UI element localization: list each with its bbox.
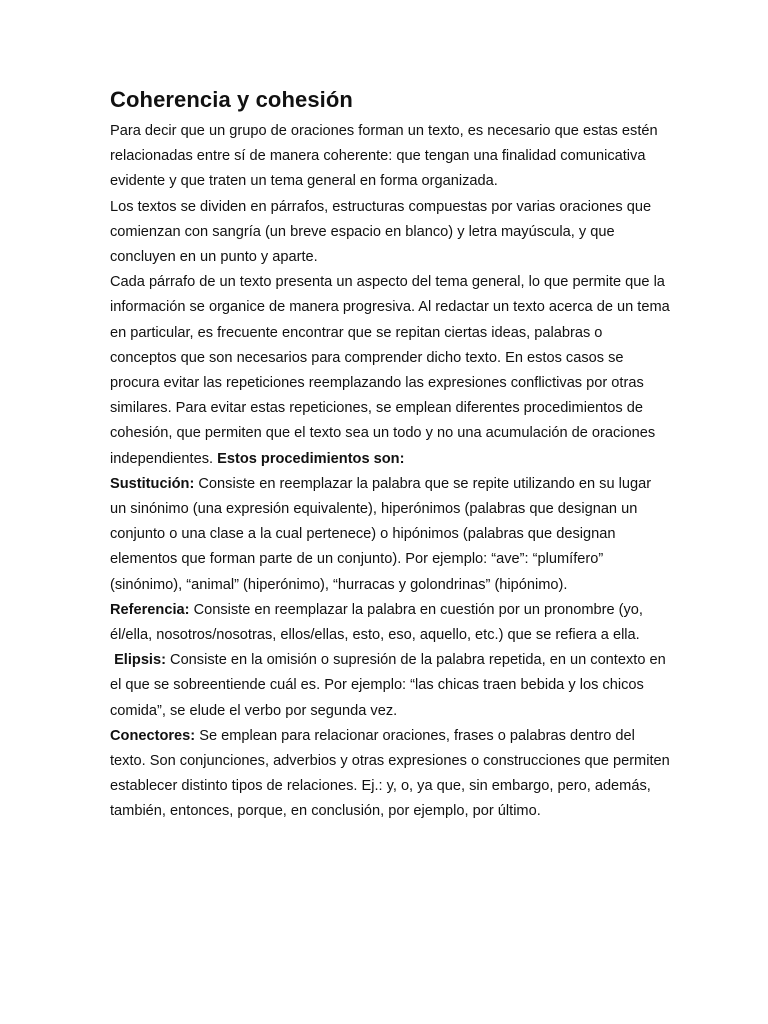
paragraph-structure xyxy=(110,195,670,271)
procedures-heading: Estos procedimientos son: xyxy=(217,450,405,467)
procedure-term: Conectores: xyxy=(110,727,196,744)
procedure-term: Referencia: xyxy=(110,601,190,618)
paragraph-intro xyxy=(110,119,670,195)
document-page xyxy=(110,84,670,825)
procedure-elipsis xyxy=(110,648,670,724)
procedure-referencia xyxy=(110,598,670,648)
procedure-term: Elipsis: xyxy=(114,652,166,669)
document-title: Coherencia y cohesión xyxy=(110,87,353,112)
paragraph-cohesion xyxy=(110,270,670,472)
procedure-term: Sustitución: xyxy=(110,475,195,492)
procedure-sustitucion xyxy=(110,472,670,598)
procedure-description: Consiste en la omisión o supresión de la palabra repetida, en un contexto en el que se sobreentiende cuál es. Por ejemplo: “las chicas traen bebida y los chicos comida”, se elude el verbo por segunda vez. xyxy=(110,652,666,719)
paragraph-intro-text: Para decir que un grupo de oraciones forman un texto, es necesario que estas estén relacionadas entre sí de manera coherente: que tengan una finalidad comunicativa evidente y que traten un tema general en forma organizada. xyxy=(110,123,658,190)
procedure-description: Se emplean para relacionar oraciones, frases o palabras dentro del texto. Son conjunciones, adverbios y otras expresiones o construcciones que permiten establecer distinto tipos de relaciones. Ej.: y, o, ya que, sin embargo, pero, además, también, entonces, porque, en conclusión, por ejemplo, por último. xyxy=(110,727,670,820)
procedure-description: Consiste en reemplazar la palabra en cuestión por un pronombre (yo, él/ella, nosotros/nosotras, ellos/ellas, esto, eso, aquello, etc.) que se refiera a ella. xyxy=(110,601,643,644)
procedure-conectores xyxy=(110,724,670,825)
paragraph-cohesion-text: Cada párrafo de un texto presenta un aspecto del tema general, lo que permite que la información se organice de manera progresiva. Al redactar un texto acerca de un tema en particular, es frecuente encontrar que se repitan ciertas ideas, palabras o conceptos que son necesarios para comprender dicho texto. En estos casos se procura evitar las repeticiones reemplazando las expresiones conflictivas por otras similares. Para evitar estas repeticiones, se emplean diferentes procedimientos de cohesión, que permiten que el texto sea un todo y no una acumulación de oraciones independientes. xyxy=(110,274,670,467)
paragraph-structure-text: Los textos se dividen en párrafos, estructuras compuestas por varias oraciones que comienzan con sangría (un breve espacio en blanco) y letra mayúscula, y que concluyen en un punto y aparte. xyxy=(110,198,652,266)
procedure-description: Consiste en reemplazar la palabra que se repite utilizando en su lugar un sinónimo (una expresión equivalente), hiperónimos (palabras que designan un conjunto o una clase a la cual pertenece) o hipónimos (palabras que designan elementos que forman parte de un conjunto). Por ejemplo: “ave”: “plumífero” (sinónimo), “animal” (hiperónimo), “hurracas y golondrinas” (hipónimo). xyxy=(110,475,652,593)
